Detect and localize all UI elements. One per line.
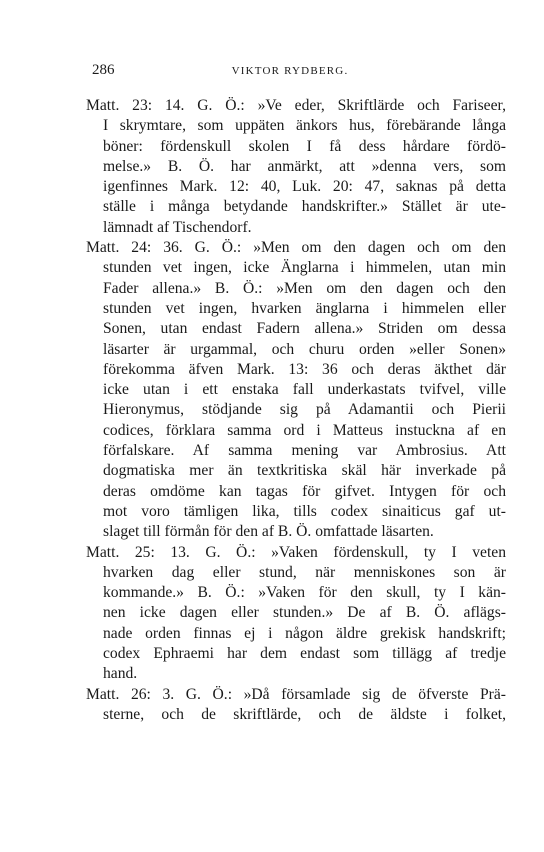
text-line: läsarter är urgammal, och churu orden »eller Sonen» bbox=[103, 340, 506, 358]
text-line: förfalskare. Af samma mening var Ambrosius. Att bbox=[103, 442, 506, 460]
text-line: Matt. 25: 13. G. Ö.: »Vaken fördenskull, ty I veten bbox=[86, 543, 506, 561]
text-line: Matt. 24: 36. G. Ö.: »Men om den dagen och om den bbox=[86, 239, 506, 257]
text-line: melse.» B. Ö. har anmärkt, att »denna vers, som bbox=[103, 157, 506, 175]
text-line: lämnadt af Tischendorf. bbox=[103, 218, 252, 236]
text-line: Matt. 23: 14. G. Ö.: »Ve eder, Skriftlärde och Fariseer, bbox=[86, 97, 506, 114]
text-line: ställe i många betydande handskrifter.» Stället är ute- bbox=[103, 198, 506, 216]
text-line: böner: fördenskull skolen I få dess hårdare fördö- bbox=[103, 137, 506, 155]
text-line: I skrymtare, som uppäten änkors hus, förebärande långa bbox=[103, 117, 506, 135]
text-line: slaget till förmån för den af B. Ö. omfattade läsarten. bbox=[103, 523, 434, 541]
text-line: hand. bbox=[103, 665, 138, 683]
text-line: Matt. 26: 3. G. Ö.: »Då församlade sig de öfverste Prä- bbox=[86, 685, 506, 703]
text-line: igenfinnes Mark. 12: 40, Luk. 20: 47, saknas på detta bbox=[103, 178, 506, 196]
text-line: hvarken dag eller stund, när menniskones son är bbox=[103, 563, 506, 581]
text-line: dogmatiska mer än textkritiska skäl här inverkade på bbox=[103, 462, 506, 480]
text-line: codex Ephraemi har dem endast som tillägg af tredje bbox=[103, 645, 506, 663]
text-line: deras omdöme kan tagas för gifvet. Intygen för och bbox=[103, 482, 506, 500]
page-number: 286 bbox=[92, 62, 115, 78]
text-line: stunden vet ingen, icke Änglarna i himmelen, utan min bbox=[103, 259, 506, 277]
text-line: stunden vet ingen, hvarken änglarna i himmelen eller bbox=[103, 299, 506, 317]
text-line: sterne, och de skriftlärde, och de äldste i folket, bbox=[103, 705, 506, 723]
entry-matt-26-3 bbox=[86, 685, 506, 726]
running-head: VIKTOR RYDBERG. bbox=[231, 65, 349, 77]
text-line: mot voro tämligen lika, tills codex sinaiticus gaf ut- bbox=[103, 502, 506, 520]
text-line: Hieronymus, stödjande sig på Adamantii och Pierii bbox=[103, 401, 506, 419]
page-body bbox=[86, 96, 506, 725]
text-line: Sonen, utan endast Fadern allena.» Striden om dessa bbox=[103, 320, 506, 338]
text-line: kommande.» B. Ö.: »Vaken för den skull, ty I kän- bbox=[103, 584, 506, 602]
text-line: förekomma äfven Mark. 13: 36 och deras äkthet där bbox=[103, 360, 506, 378]
text-line: codices, förklara samma ord i Matteus instuckna af en bbox=[103, 421, 506, 439]
page-header bbox=[0, 62, 544, 82]
text-line: nade orden finnas ej i någon äldre grekisk handskrift; bbox=[103, 624, 506, 642]
entry-matt-24-36 bbox=[86, 238, 506, 542]
entry-matt-23-14 bbox=[86, 96, 506, 238]
text-line: icke utan i ett enstaka fall underkastats tvifvel, ville bbox=[103, 381, 506, 399]
entry-matt-25-13 bbox=[86, 543, 506, 685]
text-line: Fader allena.» B. Ö.: »Men om den dagen och den bbox=[103, 279, 506, 297]
text-line: nen icke dagen eller stunden.» De af B. Ö. aflägs- bbox=[103, 604, 506, 622]
